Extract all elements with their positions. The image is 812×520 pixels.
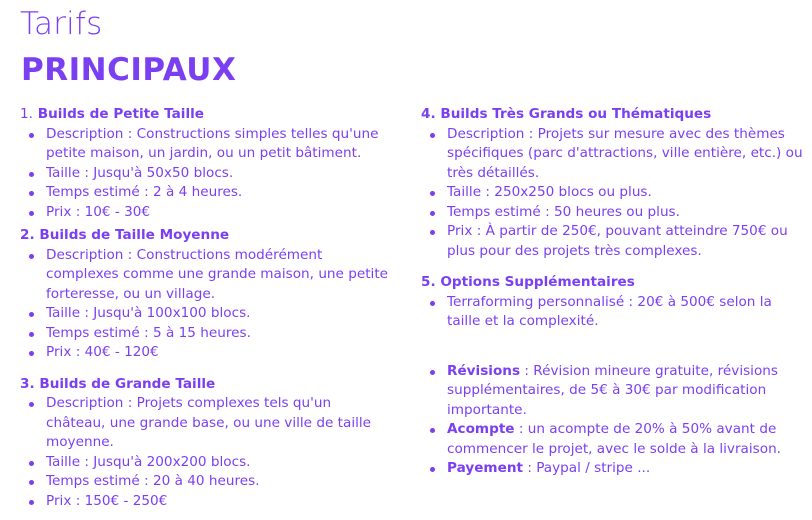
extra-label: Acompte (447, 421, 515, 437)
list-item-description: Description : Constructions simples telles qu'une petite maison, un jardin, ou un petit bâtiment. (20, 125, 392, 164)
list-item-revisions (421, 362, 806, 421)
section-title: Options Supplémentaires (440, 274, 635, 290)
list-item-description: Description : Constructions modérément complexes comme une grande maison, une petite forteresse, ou un village. (20, 246, 392, 305)
section-heading (20, 105, 392, 125)
section-heading (20, 375, 392, 395)
section-medium-builds (20, 226, 392, 363)
list-item-time: Temps estimé : 50 heures ou plus. (421, 203, 806, 223)
list-item-price: Prix : 10€ - 30€ (20, 203, 392, 223)
section-title: Builds de Grande Taille (39, 375, 216, 392)
section-list (20, 125, 392, 223)
section-number: 1. (20, 106, 33, 122)
list-item-size: Taille : Jusqu'à 50x50 blocs. (20, 164, 392, 184)
list-item-price: Prix : 40€ - 120€ (20, 343, 392, 363)
list-item-deposit (421, 420, 806, 459)
list-item-time: Temps estimé : 2 à 4 heures. (20, 183, 392, 203)
section-title: Builds de Taille Moyenne (39, 227, 230, 243)
section-extra-options (421, 273, 806, 332)
extra-label: Révisions (447, 362, 521, 379)
section-heading (421, 273, 806, 293)
list-item-terraforming: Terraforming personnalisé : 20€ à 500€ selon la taille et la complexité. (421, 293, 806, 332)
page-subtitle: PRINCIPAUX (21, 52, 237, 88)
section-list (421, 125, 806, 262)
list-item-size: Taille : 250x250 blocs ou plus. (421, 183, 806, 203)
extra-text: : Révision mineure gratuite, révisions supplémentaires, de 5€ à 30€ par modification importante. (447, 362, 778, 418)
section-large-builds (20, 375, 392, 512)
section-number: 4. (421, 106, 436, 122)
extras-list (421, 362, 806, 479)
section-number: 2. (20, 227, 35, 243)
list-item-price: Prix : À partir de 250€, pouvant atteindre 750€ ou plus pour des projets très complexes. (421, 222, 806, 261)
section-list (20, 246, 392, 363)
list-item-description: Description : Projets complexes tels qu'un château, une grande base, ou une ville de taille moyenne. (20, 394, 392, 453)
page-title: Tarifs (20, 6, 103, 42)
section-number: 5. (421, 274, 436, 290)
list-item-size: Taille : Jusqu'à 100x100 blocs. (20, 304, 392, 324)
extra-text: : Paypal / stripe ... (523, 460, 651, 476)
extra-text: : un acompte de 20% à 50% avant de commencer le projet, avec le solde à la livraison. (447, 421, 782, 457)
section-very-large-builds (421, 105, 806, 261)
section-heading (421, 105, 806, 125)
section-heading (20, 226, 392, 246)
section-title: Builds Très Grands ou Thématiques (440, 106, 712, 122)
right-column (421, 105, 806, 479)
list-item-payment (421, 459, 806, 479)
left-column (20, 105, 392, 511)
section-number: 3. (20, 375, 35, 392)
extra-label: Payement (447, 460, 523, 476)
list-item-time: Temps estimé : 5 à 15 heures. (20, 324, 392, 344)
section-list (20, 394, 392, 511)
section-small-builds (20, 105, 392, 222)
list-item-description: Description : Projets sur mesure avec des thèmes spécifiques (parc d'attractions, ville entière, etc.) ou très détaillés. (421, 125, 806, 184)
list-item-time: Temps estimé : 20 à 40 heures. (20, 472, 392, 492)
list-item-size: Taille : Jusqu'à 200x200 blocs. (20, 453, 392, 473)
section-title: Builds de Petite Taille (37, 106, 204, 122)
list-item-price: Prix : 150€ - 250€ (20, 492, 392, 512)
section-list (421, 293, 806, 332)
